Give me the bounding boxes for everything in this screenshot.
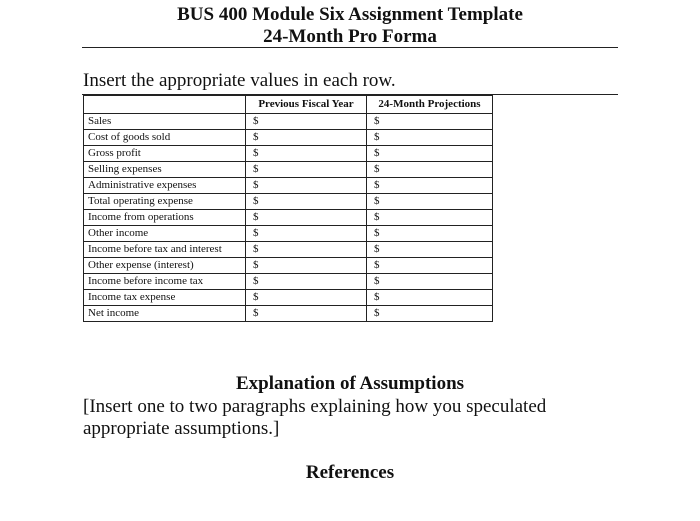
table-row xyxy=(84,178,493,194)
projection-cell[interactable]: $ xyxy=(367,194,493,210)
explanation-body: [Insert one to two paragraphs explaining how you speculated appropriate assumptions.] xyxy=(83,396,547,439)
row-label: Income tax expense xyxy=(84,290,246,306)
previous-fiscal-year-cell[interactable]: $ xyxy=(246,178,367,194)
table-row xyxy=(84,226,493,242)
instruction-text: Insert the appropriate values in each row. xyxy=(83,70,396,91)
table-row xyxy=(84,114,493,130)
previous-fiscal-year-cell[interactable]: $ xyxy=(246,306,367,322)
column-header-label xyxy=(84,96,246,114)
table-row xyxy=(84,306,493,322)
projection-cell[interactable]: $ xyxy=(367,210,493,226)
projection-cell[interactable]: $ xyxy=(367,306,493,322)
projection-cell[interactable]: $ xyxy=(367,226,493,242)
row-label: Selling expenses xyxy=(84,162,246,178)
previous-fiscal-year-cell[interactable]: $ xyxy=(246,242,367,258)
references-heading: References xyxy=(305,462,395,483)
previous-fiscal-year-cell[interactable]: $ xyxy=(246,194,367,210)
row-label: Administrative expenses xyxy=(84,178,246,194)
table-row xyxy=(84,258,493,274)
document-title: BUS 400 Module Six Assignment Template xyxy=(177,4,523,25)
projection-cell[interactable]: $ xyxy=(367,258,493,274)
projection-cell[interactable]: $ xyxy=(367,290,493,306)
row-label: Other expense (interest) xyxy=(84,258,246,274)
row-label: Sales xyxy=(84,114,246,130)
document-subtitle: 24-Month Pro Forma xyxy=(263,26,437,47)
projection-cell[interactable]: $ xyxy=(367,162,493,178)
table-row xyxy=(84,194,493,210)
projection-cell[interactable]: $ xyxy=(367,242,493,258)
row-label: Income before tax and interest xyxy=(84,242,246,258)
table-row xyxy=(84,146,493,162)
previous-fiscal-year-cell[interactable]: $ xyxy=(246,274,367,290)
column-header-previous-fiscal-year: Previous Fiscal Year xyxy=(246,96,367,114)
projection-cell[interactable]: $ xyxy=(367,130,493,146)
row-label: Other income xyxy=(84,226,246,242)
pro-forma-table xyxy=(83,95,493,322)
table-row xyxy=(84,130,493,146)
table-row xyxy=(84,274,493,290)
table-row xyxy=(84,210,493,226)
projection-cell[interactable]: $ xyxy=(367,146,493,162)
projection-cell[interactable]: $ xyxy=(367,114,493,130)
column-header-24-month-projections: 24-Month Projections xyxy=(367,96,493,114)
row-label: Total operating expense xyxy=(84,194,246,210)
table-row xyxy=(84,290,493,306)
previous-fiscal-year-cell[interactable]: $ xyxy=(246,210,367,226)
row-label: Cost of goods sold xyxy=(84,130,246,146)
projection-cell[interactable]: $ xyxy=(367,274,493,290)
row-label: Income before income tax xyxy=(84,274,246,290)
previous-fiscal-year-cell[interactable]: $ xyxy=(246,162,367,178)
previous-fiscal-year-cell[interactable]: $ xyxy=(246,114,367,130)
previous-fiscal-year-cell[interactable]: $ xyxy=(246,226,367,242)
table-header-row xyxy=(84,96,493,114)
row-label: Gross profit xyxy=(84,146,246,162)
explanation-heading: Explanation of Assumptions xyxy=(235,373,465,394)
previous-fiscal-year-cell[interactable]: $ xyxy=(246,290,367,306)
table-row xyxy=(84,242,493,258)
row-label: Income from operations xyxy=(84,210,246,226)
previous-fiscal-year-cell[interactable]: $ xyxy=(246,130,367,146)
previous-fiscal-year-cell[interactable]: $ xyxy=(246,258,367,274)
table-row xyxy=(84,162,493,178)
previous-fiscal-year-cell[interactable]: $ xyxy=(246,146,367,162)
row-label: Net income xyxy=(84,306,246,322)
table-body xyxy=(84,114,493,322)
projection-cell[interactable]: $ xyxy=(367,178,493,194)
header-divider xyxy=(82,47,618,48)
